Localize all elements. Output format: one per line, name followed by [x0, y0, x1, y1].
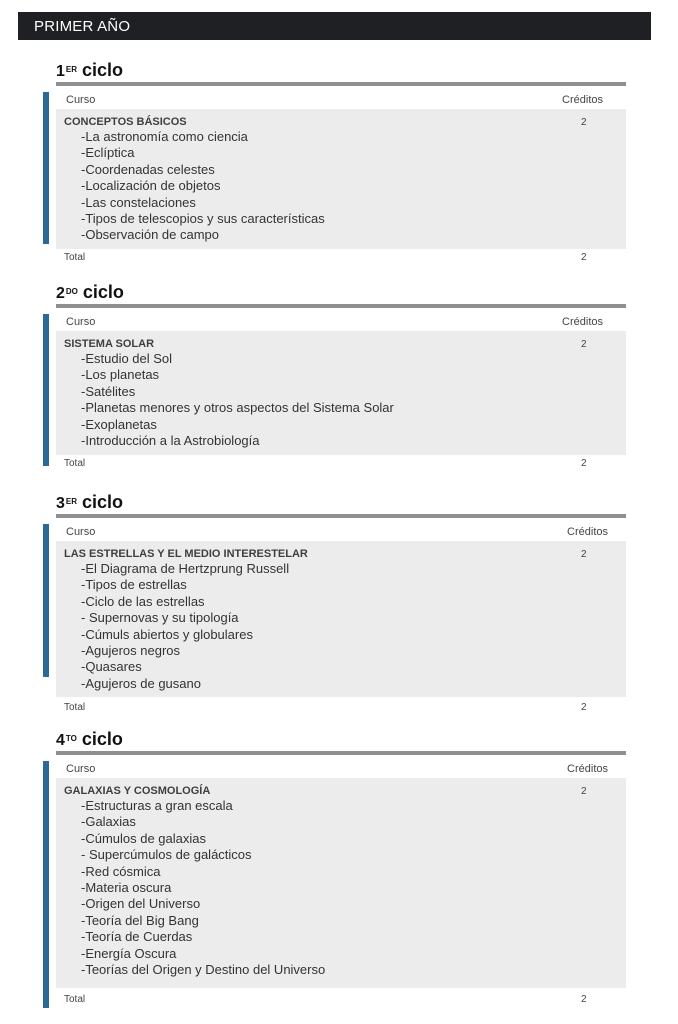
- cycle-title: [56, 282, 124, 304]
- cycle-divider: [56, 751, 626, 755]
- topic-item: -Estructuras a gran escala: [81, 798, 233, 813]
- topic-item: -Origen del Universo: [81, 896, 201, 912]
- course-column-header: Curso: [66, 763, 96, 775]
- cycle-ordinal-suffix: DO: [65, 287, 78, 296]
- course-credits: 2: [581, 339, 587, 350]
- header-bar: [18, 12, 651, 40]
- total-value: 2: [581, 994, 587, 1005]
- topic-list: [81, 351, 394, 449]
- cycle-word: ciclo: [82, 492, 124, 512]
- topic-item: -Exoplanetas: [81, 416, 157, 432]
- credits-column-header: Créditos: [562, 94, 603, 106]
- course-name: GALAXIAS Y COSMOLOGÍA: [64, 785, 211, 797]
- cycle-number: 1: [56, 63, 65, 80]
- course-column-header: Curso: [66, 94, 96, 106]
- topic-item: -Los planetas: [81, 367, 160, 383]
- topic-item: -Teorías del Origen y Destino del Universo: [81, 962, 326, 978]
- topic-item: -Cúmuls abiertos y globulares: [81, 626, 253, 642]
- cycle-divider: [56, 514, 626, 518]
- course-credits: 2: [581, 786, 587, 797]
- accent-bar: [43, 92, 49, 244]
- credits-column-header: Créditos: [562, 316, 603, 328]
- accent-bar: [43, 524, 49, 677]
- course-box: [56, 778, 626, 988]
- cycle-word: ciclo: [82, 282, 124, 302]
- cycle-title: [56, 729, 123, 751]
- topic-item: -Energía Oscura: [81, 945, 177, 961]
- course-column-header: Curso: [66, 526, 96, 538]
- course-box: [56, 331, 626, 455]
- topic-item: -Cúmulos de galaxias: [81, 830, 207, 846]
- topic-list: [81, 561, 289, 692]
- course-name: CONCEPTOS BÁSICOS: [64, 116, 187, 128]
- topic-list: [81, 129, 325, 244]
- topic-item: -Introducción a la Astrobiología: [81, 433, 260, 449]
- cycle-number: 3: [56, 495, 65, 512]
- topic-item: -Las constelaciones: [81, 194, 196, 210]
- topic-item: -Agujeros de gusano: [81, 675, 201, 691]
- topic-list: [81, 798, 325, 978]
- topic-item: -Eclíptica: [81, 145, 135, 161]
- cycle-divider: [56, 304, 626, 308]
- cycle-ordinal-suffix: TO: [65, 734, 77, 743]
- topic-item: -Teoría del Big Bang: [81, 912, 199, 928]
- topic-item: - Supernovas y su tipología: [81, 610, 239, 626]
- course-name: LAS ESTRELLAS Y EL MEDIO INTERESTELAR: [64, 548, 308, 560]
- cycle-word: ciclo: [82, 60, 124, 80]
- topic-item: -Materia oscura: [81, 880, 172, 896]
- course-credits: 2: [581, 117, 587, 128]
- topic-item: -Red cósmica: [81, 863, 161, 879]
- topic-item: -Agujeros negros: [81, 643, 180, 659]
- total-value: 2: [581, 252, 587, 263]
- topic-item: -Estudio del Sol: [81, 351, 173, 366]
- cycle-title: [56, 492, 123, 514]
- total-label: Total: [64, 994, 86, 1005]
- course-credits: 2: [581, 549, 587, 560]
- topic-item: -Localización de objetos: [81, 178, 221, 194]
- topic-item: -Tipos de telescopios y sus características: [81, 211, 325, 227]
- cycle-divider: [56, 82, 626, 86]
- topic-item: - Supercúmulos de galácticos: [81, 847, 252, 863]
- topic-item: -Coordenadas celestes: [81, 161, 215, 177]
- cycle-number: 4: [56, 732, 65, 749]
- topic-item: -El Diagrama de Hertzprung Russell: [81, 561, 290, 576]
- cycle-word: ciclo: [81, 729, 123, 749]
- cycle-title: [56, 60, 123, 82]
- total-label: Total: [64, 458, 86, 469]
- topic-item: -Teoría de Cuerdas: [81, 929, 193, 945]
- page-title: PRIMER AÑO: [34, 18, 131, 35]
- topic-item: -La astronomía como ciencia: [81, 129, 248, 144]
- credits-column-header: Créditos: [567, 763, 608, 775]
- topic-item: -Planetas menores y otros aspectos del Sistema Solar: [81, 400, 394, 416]
- course-column-header: Curso: [66, 316, 96, 328]
- topic-item: -Tipos de estrellas: [81, 577, 187, 593]
- topic-item: -Satélites: [81, 383, 136, 399]
- cycle-number: 2: [56, 285, 65, 302]
- course-box: [56, 541, 626, 697]
- credits-column-header: Créditos: [567, 526, 608, 538]
- topic-item: -Observación de campo: [81, 227, 220, 243]
- total-label: Total: [64, 702, 86, 713]
- course-name: SISTEMA SOLAR: [64, 338, 155, 350]
- total-value: 2: [581, 458, 587, 469]
- accent-bar: [43, 314, 49, 466]
- total-value: 2: [581, 702, 587, 713]
- accent-bar: [43, 761, 49, 1008]
- topic-item: -Quasares: [81, 659, 142, 675]
- cycle-ordinal-suffix: ER: [65, 65, 78, 74]
- topic-item: -Ciclo de las estrellas: [81, 593, 205, 609]
- cycle-ordinal-suffix: ER: [65, 497, 78, 506]
- course-box: [56, 109, 626, 249]
- topic-item: -Galaxias: [81, 814, 136, 830]
- total-label: Total: [64, 252, 86, 263]
